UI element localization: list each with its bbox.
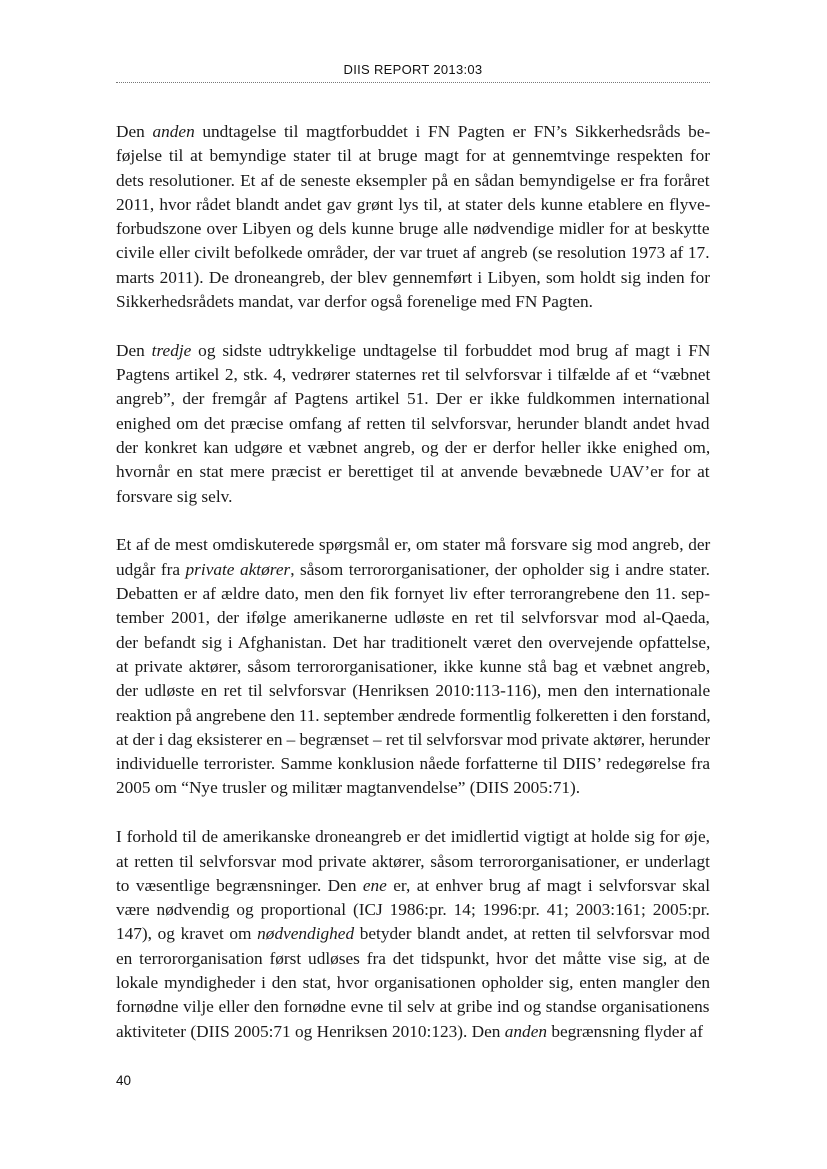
text-line bbox=[116, 412, 710, 436]
text-run: I forhold til de amerikanske droneangreb er det imidlertid vigtigt at holde sig for øje, bbox=[116, 827, 710, 847]
text-line bbox=[116, 825, 710, 849]
text-run: der udløste en ret til selvforsvar (Henriksen 2010:113-116), men den internationale bbox=[116, 681, 711, 701]
text-run: at retten til selvforsvar mod private aktører, såsom terrororganisationer, er underlagt bbox=[116, 851, 710, 871]
text-run: angreb”, der fremgår af Pagtens artikel 51. Der er ikke fuldkommen international bbox=[116, 389, 710, 409]
paragraph bbox=[116, 120, 710, 314]
text-line bbox=[116, 776, 710, 800]
emphasis: anden bbox=[152, 122, 195, 141]
text-line bbox=[116, 606, 710, 630]
text-line bbox=[116, 144, 710, 168]
text-run: 147), og kravet om bbox=[116, 924, 258, 944]
text-run: forsvare sig selv. bbox=[116, 486, 233, 506]
text-line bbox=[116, 387, 710, 411]
text-line bbox=[116, 217, 710, 241]
text-run: der konkret kan udgøre et væbnet angreb, og der er derfor heller ikke enighed om, bbox=[116, 438, 711, 458]
text-run: forbudszone over Libyen og dels kunne bruge alle nødvendige midler for at beskytte bbox=[116, 219, 710, 239]
emphasis: nødvendighed bbox=[257, 924, 355, 944]
text-run: begrænsning flyder af bbox=[547, 1021, 703, 1041]
text-line bbox=[116, 898, 710, 922]
text-run: at private aktører, såsom terrororganisationer, ikke kunne stå bag et væbnet angreb, bbox=[116, 656, 711, 676]
body-text bbox=[116, 120, 710, 1068]
text-line bbox=[116, 460, 710, 484]
text-run: lokale myndigheder i den stat, hvor organisationen opholder sig, enten mangler den bbox=[116, 973, 711, 992]
text-run: Sikkerhedsrådets mandat, var derfor også forenelige med FN Pagten. bbox=[116, 292, 594, 312]
text-line bbox=[116, 752, 710, 776]
emphasis: anden bbox=[504, 1021, 547, 1041]
text-run: Et af de mest omdiskuterede spørgsmål er, om stater må forsvare sig mod angreb, der bbox=[116, 535, 711, 555]
text-line bbox=[116, 582, 710, 606]
text-line bbox=[116, 436, 710, 460]
text-run: en terrororganisation først udløses fra det tidspunkt, hvor det måtte vise sig, at de bbox=[116, 948, 710, 968]
text-run: Debatten er af ældre dato, men den fik fornyet liv efter terrorangrebene den 11. sep- bbox=[116, 584, 710, 604]
header-dotted-rule bbox=[116, 82, 710, 83]
text-line bbox=[116, 533, 710, 557]
text-run: undtagelse til magtforbuddet i FN Pagten er FN’s Sikkerhedsråds be- bbox=[194, 122, 711, 141]
text-line bbox=[116, 339, 710, 363]
text-run: at der i dag eksisterer en – begrænset – ret til selvforsvar mod private aktører, herunder bbox=[116, 729, 711, 749]
text-run: enighed om det præcise omfang af retten til selvforsvar, herunder blandt andet hvad bbox=[116, 413, 710, 433]
paragraph bbox=[116, 339, 710, 509]
text-line bbox=[116, 290, 710, 314]
text-line bbox=[116, 728, 710, 752]
text-line bbox=[116, 850, 710, 874]
text-run: Den bbox=[116, 122, 153, 141]
text-line bbox=[116, 485, 710, 509]
text-run: aktiviteter (DIIS 2005:71 og Henriksen 2010:123). Den bbox=[116, 1021, 505, 1041]
text-run: føjelse til at bemyndige stater til at bruge magt for at gennemtvinge respekten for bbox=[116, 146, 710, 166]
text-run: og sidste udtrykkelige undtagelse til forbuddet mod brug af magt i FN bbox=[191, 340, 711, 360]
page-number: 40 bbox=[116, 1073, 132, 1088]
text-line bbox=[116, 971, 710, 995]
text-line bbox=[116, 363, 710, 387]
text-line bbox=[116, 558, 710, 582]
emphasis: tredje bbox=[151, 340, 192, 360]
text-line bbox=[116, 1020, 710, 1044]
text-run: to væsentlige begrænsninger. Den bbox=[116, 875, 363, 895]
text-line bbox=[116, 995, 710, 1019]
text-run: 2005 om “Nye trusler og militær magtanvendelse” (DIIS 2005:71). bbox=[116, 778, 581, 798]
text-line bbox=[116, 169, 710, 193]
text-line bbox=[116, 266, 710, 290]
paragraph bbox=[116, 825, 710, 1044]
paragraph bbox=[116, 533, 710, 800]
running-header: DIIS REPORT 2013:03 bbox=[343, 62, 483, 77]
text-line bbox=[116, 241, 710, 265]
text-line bbox=[116, 631, 710, 655]
text-run: fornødne vilje eller den fornødne evne til selv at gribe ind og standse organisationens bbox=[116, 997, 710, 1017]
text-line bbox=[116, 120, 710, 144]
text-run: hvornår en stat mere præcist er berettiget til at anvende bevæbnede UAV’er for at bbox=[116, 462, 710, 482]
text-line bbox=[116, 655, 710, 679]
text-run: Pagtens artikel 2, stk. 4, vedrører staternes ret til selvforsvar i tilfælde af et “væbnet bbox=[116, 365, 711, 385]
emphasis: ene bbox=[362, 875, 387, 895]
text-run: reaktion på angrebene den 11. september ændrede formentlig folkeretten i den forstand, bbox=[116, 705, 711, 725]
text-run: tember 2001, der ifølge amerikanerne udløste en ret til selvforsvar mod al-Qaeda, bbox=[116, 608, 710, 628]
text-line bbox=[116, 679, 710, 703]
text-line bbox=[116, 922, 710, 946]
text-line bbox=[116, 874, 710, 898]
text-run: Den bbox=[116, 340, 152, 360]
text-run: , såsom terrororganisationer, der opholder sig i andre stater. bbox=[290, 559, 710, 579]
text-run: civile eller civilt befolkede områder, der var truet af angreb (se resolution 1973 af 17. bbox=[116, 243, 710, 263]
text-run: være nødvendig og proportional (ICJ 1986:pr. 14; 1996:pr. 41; 2003:161; 2005:pr. bbox=[116, 900, 710, 920]
text-run: der befandt sig i Afghanistan. Det har traditionelt været den overvejende opfattelse, bbox=[116, 632, 711, 652]
text-line bbox=[116, 947, 710, 971]
text-line bbox=[116, 704, 710, 728]
text-line bbox=[116, 193, 710, 217]
text-run: individuelle terrorister. Samme konklusion nåede forfatterne til DIIS’ redegørelse fra bbox=[116, 754, 711, 774]
emphasis: private aktører bbox=[185, 559, 291, 579]
text-run: er, at enhver brug af magt i selvforsvar skal bbox=[386, 875, 711, 895]
text-run: dets resolutioner. Et af de seneste eksempler på en sådan bemyndigelse er fra foråret bbox=[116, 170, 710, 190]
text-run: betyder blandt andet, at retten til selvforsvar mod bbox=[354, 924, 710, 944]
text-run: 2011, hvor rådet blandt andet gav grønt lys til, at stater dels kunne etablere en flyve- bbox=[116, 194, 711, 214]
text-run: marts 2011). De droneangreb, der blev gennemført i Libyen, som holdt sig inden for bbox=[116, 267, 710, 287]
text-run: udgår fra bbox=[116, 559, 186, 579]
